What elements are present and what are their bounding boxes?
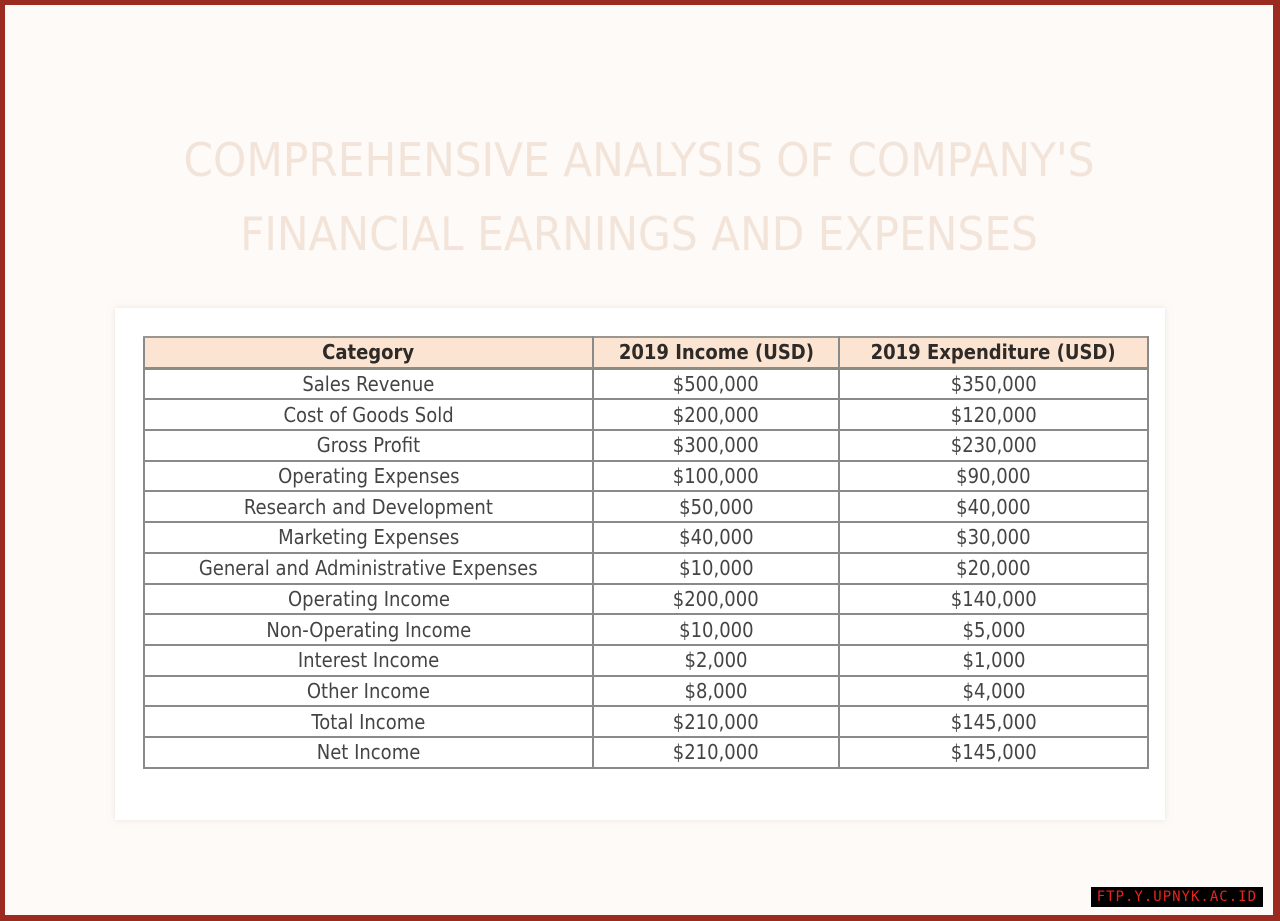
cell-income: $2,000 [593, 645, 839, 676]
cell-income: $100,000 [593, 461, 839, 492]
cell-category: Cost of Goods Sold [144, 399, 593, 430]
cell-income: $210,000 [593, 706, 839, 737]
cell-expenditure: $120,000 [839, 399, 1148, 430]
page-title [56, 123, 1223, 271]
cell-expenditure: $20,000 [839, 553, 1148, 584]
cell-category: Operating Expenses [144, 461, 593, 492]
cell-expenditure: $230,000 [839, 430, 1148, 461]
cell-income: $8,000 [593, 676, 839, 707]
table-row [144, 584, 1148, 615]
cell-income: $300,000 [593, 430, 839, 461]
table-row [144, 491, 1148, 522]
table-row [144, 676, 1148, 707]
cell-category: Total Income [144, 706, 593, 737]
cell-income: $10,000 [593, 553, 839, 584]
cell-category: Net Income [144, 737, 593, 768]
cell-income: $210,000 [593, 737, 839, 768]
cell-category: Gross Profit [144, 430, 593, 461]
table-row [144, 706, 1148, 737]
financial-table [143, 336, 1149, 769]
cell-expenditure: $350,000 [839, 368, 1148, 399]
table-row [144, 737, 1148, 768]
cell-expenditure: $4,000 [839, 676, 1148, 707]
title-line-1: COMPREHENSIVE ANALYSIS OF COMPANY'S [183, 133, 1095, 187]
table-row [144, 522, 1148, 553]
cell-expenditure: $140,000 [839, 584, 1148, 615]
watermark-label: FTP.Y.UPNYK.AC.ID [1091, 887, 1263, 907]
table-row [144, 553, 1148, 584]
header-category: Category [144, 337, 593, 368]
cell-category: Interest Income [144, 645, 593, 676]
table-card [115, 308, 1165, 820]
table-body [144, 368, 1148, 767]
cell-income: $200,000 [593, 584, 839, 615]
cell-category: Research and Development [144, 491, 593, 522]
cell-expenditure: $145,000 [839, 737, 1148, 768]
cell-category: Non-Operating Income [144, 614, 593, 645]
cell-income: $10,000 [593, 614, 839, 645]
title-line-2: FINANCIAL EARNINGS AND EXPENSES [240, 207, 1038, 261]
cell-category: Marketing Expenses [144, 522, 593, 553]
cell-income: $500,000 [593, 368, 839, 399]
table-row [144, 614, 1148, 645]
table-row [144, 430, 1148, 461]
header-income: 2019 Income (USD) [593, 337, 839, 368]
cell-income: $200,000 [593, 399, 839, 430]
cell-expenditure: $5,000 [839, 614, 1148, 645]
cell-income: $40,000 [593, 522, 839, 553]
cell-income: $50,000 [593, 491, 839, 522]
table-row [144, 461, 1148, 492]
cell-category: Operating Income [144, 584, 593, 615]
cell-expenditure: $145,000 [839, 706, 1148, 737]
table-row [144, 645, 1148, 676]
cell-category: Other Income [144, 676, 593, 707]
table-row [144, 399, 1148, 430]
cell-expenditure: $30,000 [839, 522, 1148, 553]
page-frame [5, 5, 1273, 915]
cell-category: General and Administrative Expenses [144, 553, 593, 584]
table-row [144, 368, 1148, 399]
header-expenditure: 2019 Expenditure (USD) [839, 337, 1148, 368]
cell-category: Sales Revenue [144, 368, 593, 399]
cell-expenditure: $90,000 [839, 461, 1148, 492]
cell-expenditure: $40,000 [839, 491, 1148, 522]
table-header-row [144, 337, 1148, 368]
cell-expenditure: $1,000 [839, 645, 1148, 676]
